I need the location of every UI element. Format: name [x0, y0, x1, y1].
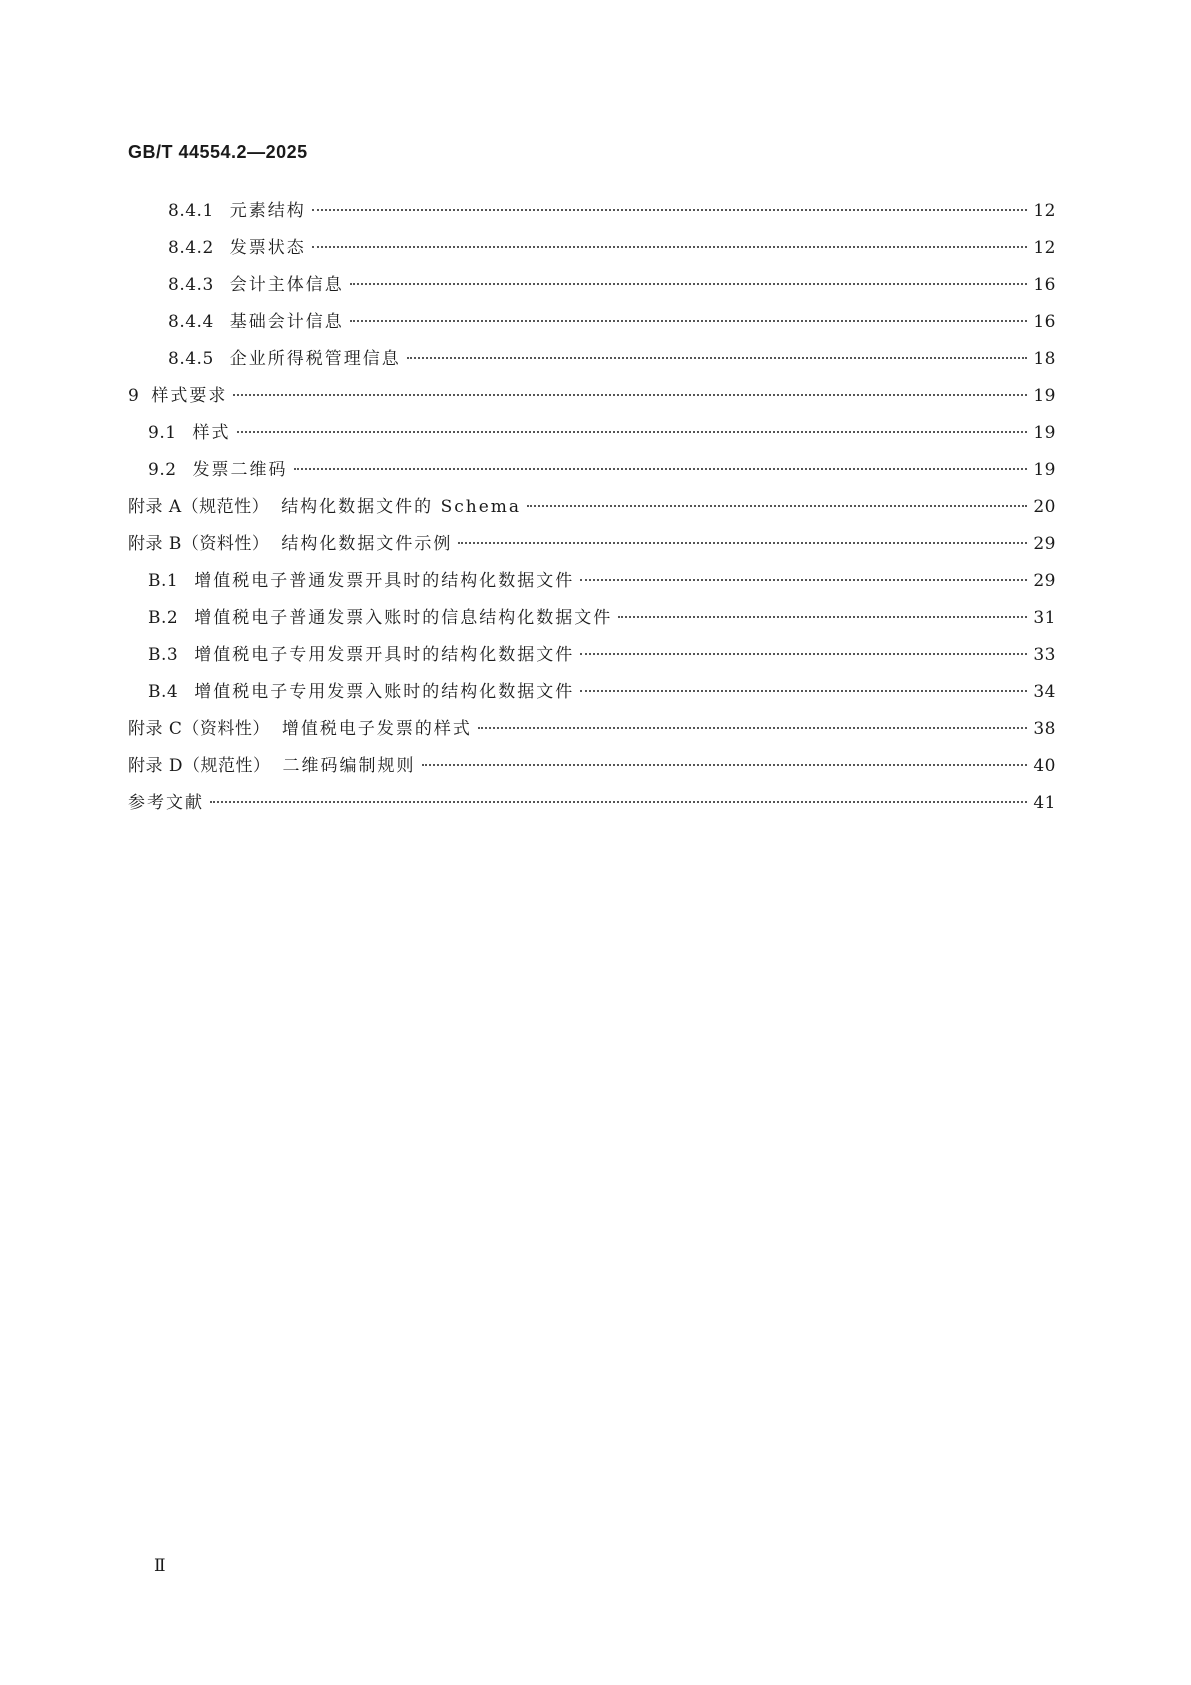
toc-entry-number: 8.4.3 — [168, 275, 214, 295]
toc-entry-number: 9.1 — [148, 423, 177, 443]
toc-entry-number: 8.4.5 — [168, 349, 214, 369]
standard-number-header: GB/T 44554.2—2025 — [128, 142, 308, 162]
page-folio: Ⅱ — [154, 1556, 166, 1576]
toc-entry-title: 增值税电子普通发票入账时的信息结构化数据文件 — [194, 608, 613, 628]
toc-entry-number: B.3 — [148, 645, 179, 665]
toc-entry-number: B.4 — [148, 682, 179, 702]
toc-entry-number: 8.4.4 — [168, 312, 214, 332]
toc-entry-title: 会计主体信息 — [229, 275, 344, 295]
dot-leader — [580, 579, 1027, 581]
toc-entry-page: 12 — [1033, 238, 1056, 258]
toc-entry-number: B.1 — [148, 571, 179, 591]
dot-leader — [294, 468, 1028, 470]
toc-entry[interactable] — [128, 492, 1056, 529]
toc-entry-title: 发票二维码 — [192, 460, 288, 480]
toc-entry[interactable] — [128, 640, 1056, 677]
dot-leader — [422, 764, 1028, 766]
toc-entry-number: 附录 A（规范性） — [128, 497, 270, 517]
toc-entry[interactable] — [128, 529, 1056, 566]
toc-entry-page: 19 — [1033, 386, 1056, 406]
toc-entry-number: 8.4.1 — [168, 201, 214, 221]
toc-entry-page: 41 — [1033, 793, 1056, 813]
toc-entry-number: 9.2 — [148, 460, 177, 480]
toc-entry-title: 增值税电子发票的样式 — [281, 719, 472, 739]
toc-entry-page: 31 — [1033, 608, 1056, 628]
toc-entry[interactable] — [128, 714, 1056, 751]
toc-entry[interactable] — [128, 418, 1056, 455]
dot-leader — [350, 320, 1028, 322]
toc-entry[interactable] — [128, 233, 1056, 270]
toc-entry-page: 29 — [1033, 534, 1056, 554]
toc-entry[interactable] — [128, 344, 1056, 381]
toc-entry-number: 附录 C（资料性） — [128, 719, 270, 739]
toc-entry-title: 二维码编制规则 — [282, 756, 416, 776]
toc-entry-title: 样式 — [192, 423, 231, 443]
toc-entry-page: 12 — [1033, 201, 1056, 221]
dot-leader — [237, 431, 1028, 433]
dot-leader — [312, 246, 1028, 248]
toc-entry[interactable] — [128, 307, 1056, 344]
dot-leader — [478, 727, 1027, 729]
toc-entry[interactable] — [128, 270, 1056, 307]
toc-entry-title: 发票状态 — [229, 238, 306, 258]
toc-entry-page: 29 — [1033, 571, 1056, 591]
table-of-contents — [128, 196, 1056, 825]
toc-entry-page: 18 — [1033, 349, 1056, 369]
toc-entry[interactable] — [128, 196, 1056, 233]
toc-entry-page: 16 — [1033, 312, 1056, 332]
toc-entry-title: 结构化数据文件的 Schema — [281, 497, 522, 517]
toc-entry-title: 基础会计信息 — [229, 312, 344, 332]
toc-entry-title: 增值税电子普通发票开具时的结构化数据文件 — [194, 571, 575, 591]
toc-entry[interactable] — [128, 381, 1056, 418]
toc-entry-title: 增值税电子专用发票入账时的结构化数据文件 — [194, 682, 575, 702]
toc-entry-title: 参考文献 — [128, 793, 204, 813]
toc-entry-page: 16 — [1033, 275, 1056, 295]
toc-entry-page: 38 — [1033, 719, 1056, 739]
toc-entry-number: 9 — [128, 386, 140, 406]
toc-entry-number: B.2 — [148, 608, 179, 628]
toc-entry-title: 增值税电子专用发票开具时的结构化数据文件 — [194, 645, 575, 665]
toc-entry[interactable] — [128, 677, 1056, 714]
toc-entry[interactable] — [128, 455, 1056, 492]
dot-leader — [618, 616, 1027, 618]
toc-entry-page: 19 — [1033, 423, 1056, 443]
toc-entry-page: 34 — [1033, 682, 1056, 702]
dot-leader — [527, 505, 1027, 507]
dot-leader — [580, 690, 1027, 692]
toc-entry[interactable] — [128, 751, 1056, 788]
toc-entry-page: 20 — [1033, 497, 1056, 517]
toc-entry-title: 企业所得税管理信息 — [229, 349, 401, 369]
toc-entry-title: 元素结构 — [229, 201, 306, 221]
toc-entry-page: 33 — [1033, 645, 1056, 665]
toc-entry-page: 19 — [1033, 460, 1056, 480]
dot-leader — [458, 542, 1027, 544]
dot-leader — [580, 653, 1027, 655]
dot-leader — [210, 801, 1027, 803]
toc-entry-page: 40 — [1033, 756, 1056, 776]
toc-entry[interactable] — [128, 566, 1056, 603]
dot-leader — [312, 209, 1028, 211]
toc-entry-title: 结构化数据文件示例 — [281, 534, 453, 554]
toc-entry-number: 附录 B（资料性） — [128, 534, 270, 554]
toc-entry-number: 附录 D（规范性） — [128, 756, 271, 776]
dot-leader — [350, 283, 1028, 285]
toc-entry-title: 样式要求 — [151, 386, 228, 406]
toc-entry[interactable] — [128, 788, 1056, 825]
dot-leader — [407, 357, 1028, 359]
dot-leader — [233, 394, 1027, 396]
toc-entry[interactable] — [128, 603, 1056, 640]
toc-entry-number: 8.4.2 — [168, 238, 214, 258]
